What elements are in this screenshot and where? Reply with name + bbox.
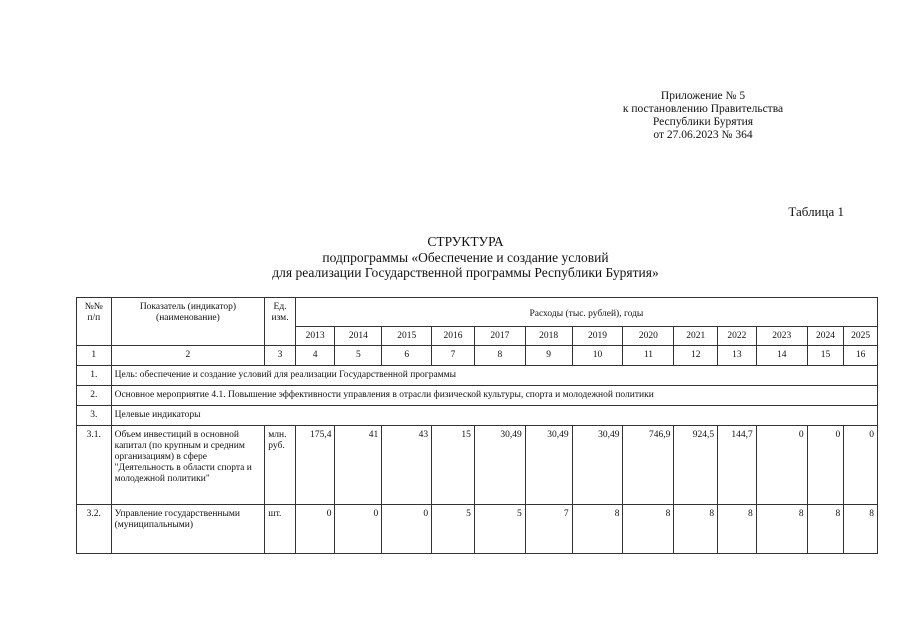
column-number: 12 [674, 346, 718, 366]
value-cell: 8 [756, 505, 807, 554]
row-indicator: Управление государственными (муниципальными) [111, 505, 265, 554]
table-row [77, 426, 878, 505]
header-year: 2020 [623, 327, 674, 346]
appendix-line-4: от 27.06.2023 № 364 [653, 129, 753, 141]
header-year: 2023 [756, 327, 807, 346]
value-cell: 15 [432, 426, 475, 505]
appendix-header [598, 90, 808, 142]
heading-subtitle-1: подпрограммы «Обеспечение и создание условий [322, 249, 609, 265]
column-number: 3 [265, 346, 296, 366]
value-cell: 8 [572, 505, 623, 554]
value-cell: 0 [807, 426, 844, 505]
header-unit: Ед. изм. [265, 298, 296, 346]
header-year: 2025 [844, 327, 878, 346]
value-cell: 746,9 [623, 426, 674, 505]
column-number: 14 [756, 346, 807, 366]
header-year: 2021 [674, 327, 718, 346]
row-unit: шт. [265, 505, 296, 554]
value-cell: 0 [382, 505, 432, 554]
structure-table [76, 297, 878, 554]
column-number: 5 [335, 346, 382, 366]
row-number: 3.2. [77, 505, 112, 554]
value-cell: 8 [807, 505, 844, 554]
header-year: 2024 [807, 327, 844, 346]
table-row [77, 505, 878, 554]
header-year: 2013 [295, 327, 335, 346]
header-year: 2015 [382, 327, 432, 346]
value-cell: 0 [295, 505, 335, 554]
column-number: 4 [295, 346, 335, 366]
value-cell: 144,7 [718, 426, 757, 505]
value-cell: 0 [335, 505, 382, 554]
value-cell: 8 [674, 505, 718, 554]
value-cell: 0 [844, 426, 878, 505]
table-label: Таблица 1 [788, 204, 844, 219]
section-number: 3. [77, 406, 112, 426]
header-year: 2018 [525, 327, 572, 346]
column-number: 15 [807, 346, 844, 366]
value-cell: 30,49 [525, 426, 572, 505]
column-number: 1 [77, 346, 112, 366]
column-number: 2 [111, 346, 265, 366]
header-expenses: Расходы (тыс. рублей), годы [295, 298, 877, 327]
row-indicator: Объем инвестиций в основной капитал (по крупным и средним организациям) в сфере "Деятельность в области спорта и молодежной политики" [111, 426, 265, 505]
section-number: 2. [77, 386, 112, 406]
appendix-line-1: Приложение № 5 [660, 90, 746, 102]
header-year: 2019 [572, 327, 623, 346]
column-number: 9 [525, 346, 572, 366]
column-number: 6 [382, 346, 432, 366]
column-number: 7 [432, 346, 475, 366]
section-text: Целевые индикаторы [111, 406, 877, 426]
section-row-activity [77, 386, 878, 406]
document-heading [0, 234, 906, 281]
column-number: 16 [844, 346, 878, 366]
value-cell: 7 [525, 505, 572, 554]
value-cell: 43 [382, 426, 432, 505]
header-num: №№ п/п [77, 298, 112, 346]
heading-title: СТРУКТУРА [427, 234, 504, 249]
header-year: 2014 [335, 327, 382, 346]
value-cell: 8 [718, 505, 757, 554]
appendix-line-2: к постановлению Правительства [622, 103, 784, 115]
value-cell: 5 [432, 505, 475, 554]
row-unit: млн. руб. [265, 426, 296, 505]
section-text: Цель: обеспечение и создание условий для реализации Государственной программы [111, 366, 877, 386]
value-cell: 30,49 [474, 426, 525, 505]
section-text: Основное мероприятие 4.1. Повышение эффективности управления в отрасли физической культуры, спорта и молодежной политики [111, 386, 877, 406]
value-cell: 30,49 [572, 426, 623, 505]
section-row-indicators [77, 406, 878, 426]
value-cell: 0 [756, 426, 807, 505]
column-number: 8 [474, 346, 525, 366]
value-cell: 5 [474, 505, 525, 554]
column-number: 10 [572, 346, 623, 366]
header-indicator: Показатель (индикатор) (наименование) [111, 298, 265, 346]
header-year: 2016 [432, 327, 475, 346]
value-cell: 8 [844, 505, 878, 554]
section-row-goal [77, 366, 878, 386]
column-number: 11 [623, 346, 674, 366]
header-year: 2017 [474, 327, 525, 346]
column-number: 13 [718, 346, 757, 366]
value-cell: 8 [623, 505, 674, 554]
appendix-line-3: Республики Бурятия [652, 116, 754, 128]
row-number: 3.1. [77, 426, 112, 505]
heading-subtitle-2: для реализации Государственной программы Республики Бурятия» [272, 265, 659, 280]
value-cell: 175,4 [295, 426, 335, 505]
value-cell: 41 [335, 426, 382, 505]
header-year: 2022 [718, 327, 757, 346]
section-number: 1. [77, 366, 112, 386]
value-cell: 924,5 [674, 426, 718, 505]
